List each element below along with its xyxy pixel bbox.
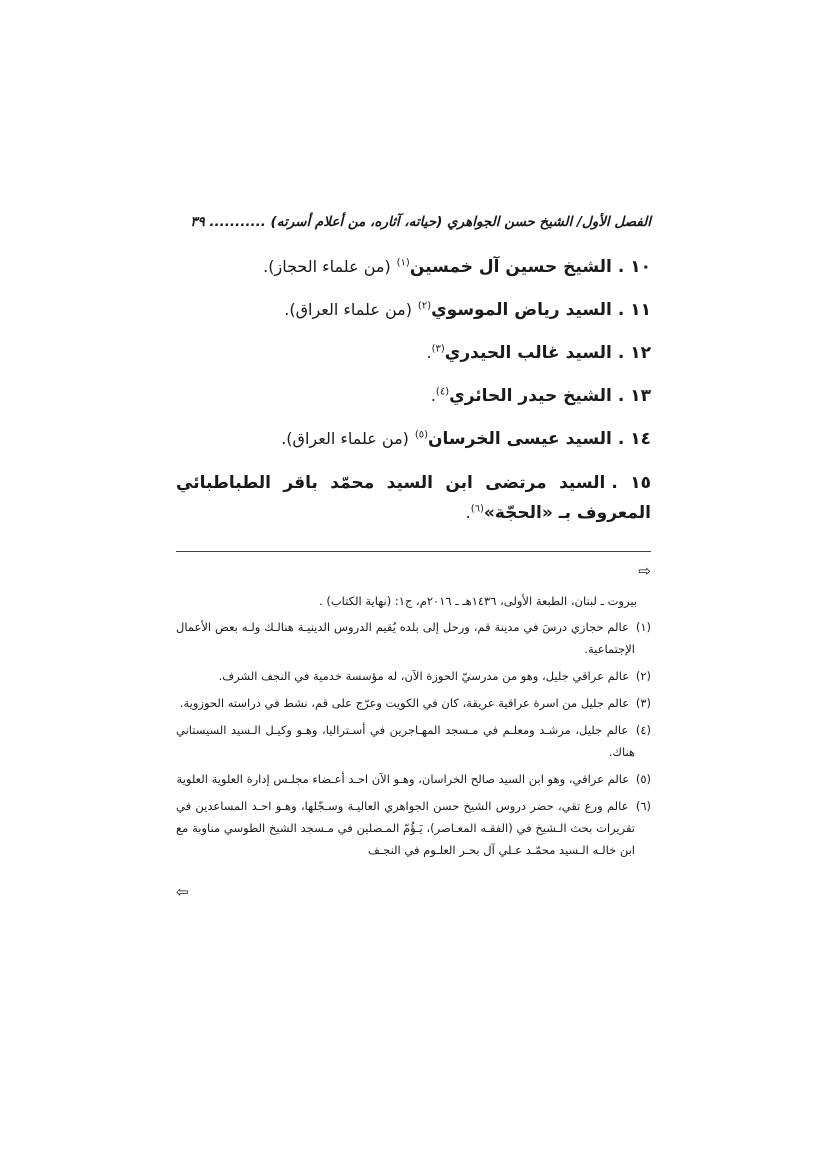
continuation-arrow-icon: ⇨ (638, 562, 651, 580)
item-name: السيد عيسى الخرسان (428, 429, 612, 449)
footnote (176, 616, 651, 660)
item-number: ١٥ . (611, 473, 651, 493)
list-item (176, 296, 651, 324)
item-note: . (430, 386, 436, 405)
footnote (176, 719, 651, 763)
book-page (176, 0, 651, 1169)
footnotes (176, 590, 651, 866)
footnote-ref[interactable]: (١) (396, 257, 410, 269)
footnote-text: عالم جليل، مرشـد ومعلـم في مـسجد المهـاجرين في أسـتراليا، وهـو وكيـل الـسيد السيستاني هناك. (176, 723, 635, 759)
footnote-divider (176, 551, 651, 552)
footnote-ref[interactable]: (٤) (435, 386, 450, 398)
item-note: . (426, 343, 432, 362)
footnote-ref[interactable]: (٥) (414, 429, 429, 441)
item-name: السيد رياض الموسوي (431, 300, 612, 320)
footnote (176, 795, 651, 861)
list-item (176, 425, 651, 453)
footnote-ref[interactable]: (٦) (470, 503, 484, 515)
item-name: الشيخ حيدر الحائري (449, 386, 612, 406)
footnote-number: (٥) (635, 772, 651, 786)
running-header: الفصل الأول/ الشيخ حسن الجواهري (حياته، آثاره، من أعلام أسرته) ........... ٣٩ (190, 214, 651, 230)
item-name: السيد غالب الحيدري (444, 343, 612, 363)
footnote (176, 665, 651, 687)
footnote-number: (٦) (635, 799, 652, 813)
footnote-text: عالم عراقي، وهو ابن السيد صالح الخراسان، وهـو الآن احـد أعـضاء مجلـس إدارة العلوية العلوية (176, 772, 630, 786)
carried-footnote: بيروت ـ لبنان، الطبعة الأولى، ١٤٣٦هـ ـ ٢٠١٦م، ج١: (نهاية الكتاب) . (319, 594, 637, 608)
list-item (176, 339, 651, 367)
footnote-number: (٣) (635, 696, 651, 710)
footnote-number: (١) (635, 620, 651, 634)
list-item (176, 382, 651, 410)
footnote-text: عالم ورع تقي، حضر دروس الشيخ حسن الجواهري العاليـة وسـجّلها، وهـو احـد المساعدين في تقريرات بحث الـشيخ في (الفقـه المعـاصر)، يَـؤُمّ المـصلين في مـسجد الشيخ الطوسي مناوبة مع ابن خالـه الـسيد محمّـد عـلي آل بحـر العلـوم في النجـف (176, 799, 635, 857)
item-note: (من علماء العراق). (281, 429, 409, 448)
item-name: الشيخ حسين آل خمسين (409, 257, 612, 277)
item-note: . (465, 503, 471, 522)
footnote (176, 768, 651, 790)
item-name: السيد مرتضى ابن السيد محمّد باقر الطباطبائي المعروف بـ «الحجّة» (176, 473, 651, 523)
item-note: (من علماء العراق). (284, 300, 412, 319)
scholar-list (176, 253, 651, 543)
item-note: (من علماء الحجاز). (263, 257, 391, 276)
footnote-text: عالم جليل من اسرة عراقية عريقة، كان في الكويت وعرّج على قم، نشط في دراسته الحوزوية. (179, 696, 630, 710)
footnote-text: عالم عراقي جليل، وهو من مدرسيّ الحوزة الآن، له مؤسسة خدمية في النجف الشرف. (218, 669, 630, 683)
continues-arrow-icon: ⇦ (176, 883, 189, 901)
item-number: ١٢ . (617, 343, 651, 363)
footnote-number: (٤) (635, 723, 651, 737)
list-item (176, 253, 651, 281)
item-number: ١١ . (617, 300, 651, 320)
item-number: ١٠ . (617, 257, 651, 277)
footnote-number: (٢) (635, 669, 651, 683)
footnote-ref[interactable]: (٢) (417, 300, 432, 312)
list-item (176, 468, 651, 528)
footnote (176, 692, 651, 714)
item-number: ١٤ . (617, 429, 651, 449)
footnote-ref[interactable]: (٣) (431, 343, 445, 355)
item-number: ١٣ . (617, 386, 651, 406)
footnote-text: عالم حجازي درسَ في مدينة قم، ورحل إلى بلده يُقيم الدروس الدينيـة هنالـك ولـه بعض الأعمال الإجتماعية. (176, 620, 635, 656)
